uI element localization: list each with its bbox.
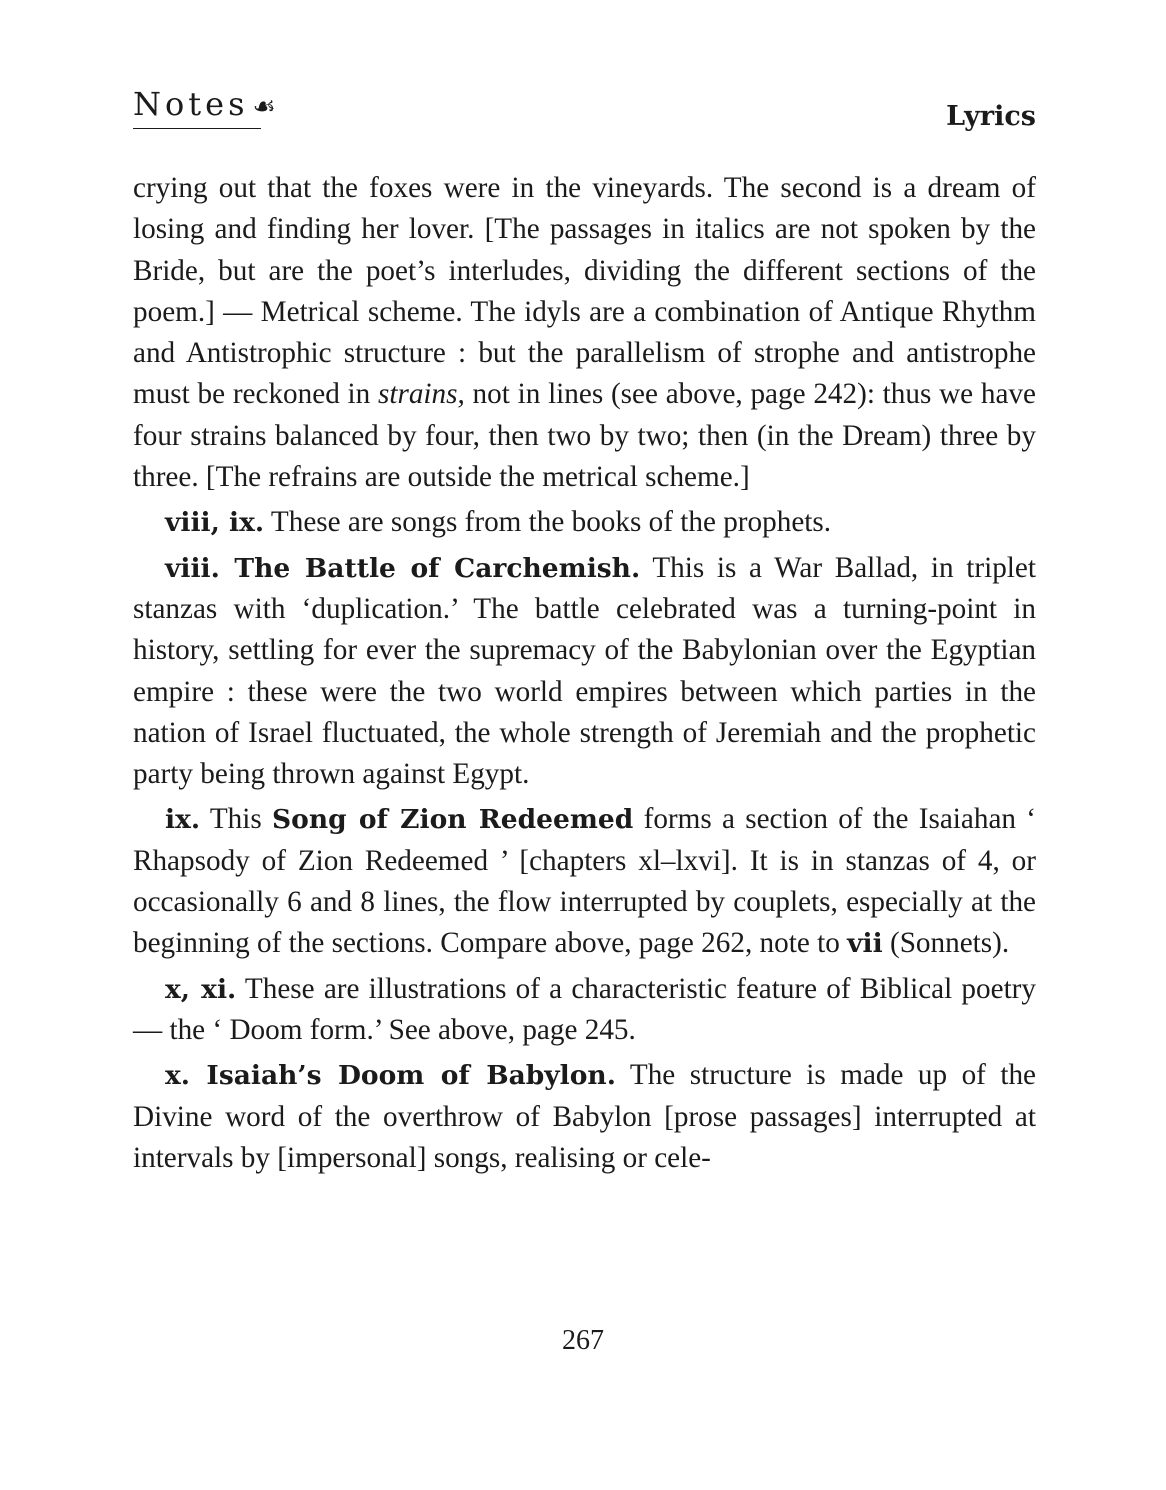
paragraph-carchemish: viii. The Battle of Carchemish. This is a War Ballad, in triplet stanzas with ‘duplication.’ The battle celebrated was a turning-point in history, settling for ever the supremacy of the Babylonian over the Egyptian empire : these were the two world empires between which parties in the nation of Israel fluctuated, the whole strength of Jeremiah and the prophetic party being thrown against Egypt. <box>133 551 1036 791</box>
paragraph-babylon: x. Isaiah’s Doom of Babylon. The structure is made up of the Divine word of the overthrow of Babylon [prose passages] interrupted at intervals by [impersonal] songs, realising or cele- <box>133 1059 1037 1174</box>
running-head-left <box>133 84 276 127</box>
running-head-notes: Notes <box>133 85 249 123</box>
fleuron-icon: ☙ <box>252 92 276 122</box>
page-body <box>133 168 1036 1179</box>
running-head-lyrics: Lyrics <box>946 101 1036 132</box>
paragraph-viii-ix: viii, ix. These are songs from the books of the prophets. <box>165 506 832 539</box>
page-number: 267 <box>562 1325 604 1356</box>
paragraph-continuation: crying out that the foxes were in the vineyards. The second is a dream of losing and finding her lover. [The passages in italics are not spoken by the Bride, but are the poet’s interludes, dividing the different sections of the poem.] — Metrical scheme. The idyls are a combination of Antique Rhythm and Antistrophic structure : but the parallelism of strophe and antistrophe must be reckoned in strains, not in lines (see above, page 242): thus we have four strains balanced by four, then two by two; then (in the Dream) three by three. [The refrains are outside the metrical scheme.] <box>133 172 1036 494</box>
paragraph-zion-redeemed: ix. This Song of Zion Redeemed forms a section of the Isaiahan ‘ Rhapsody of Zion Redeemed ’ [chapters xl–lxvi]. It is in stanzas of 4, or occasionally 6 and 8 lines, the flow interrupted by couplets, especially at the beginning of the sections. Compare above, page 262, note to vii (Sonnets). <box>133 803 1036 960</box>
header-underline <box>133 128 261 129</box>
paragraph-doom-form: x, xi. These are illustrations of a characteristic feature of Biblical poetry — the ‘ Doom form.’ See above, page 245. <box>133 972 1036 1046</box>
